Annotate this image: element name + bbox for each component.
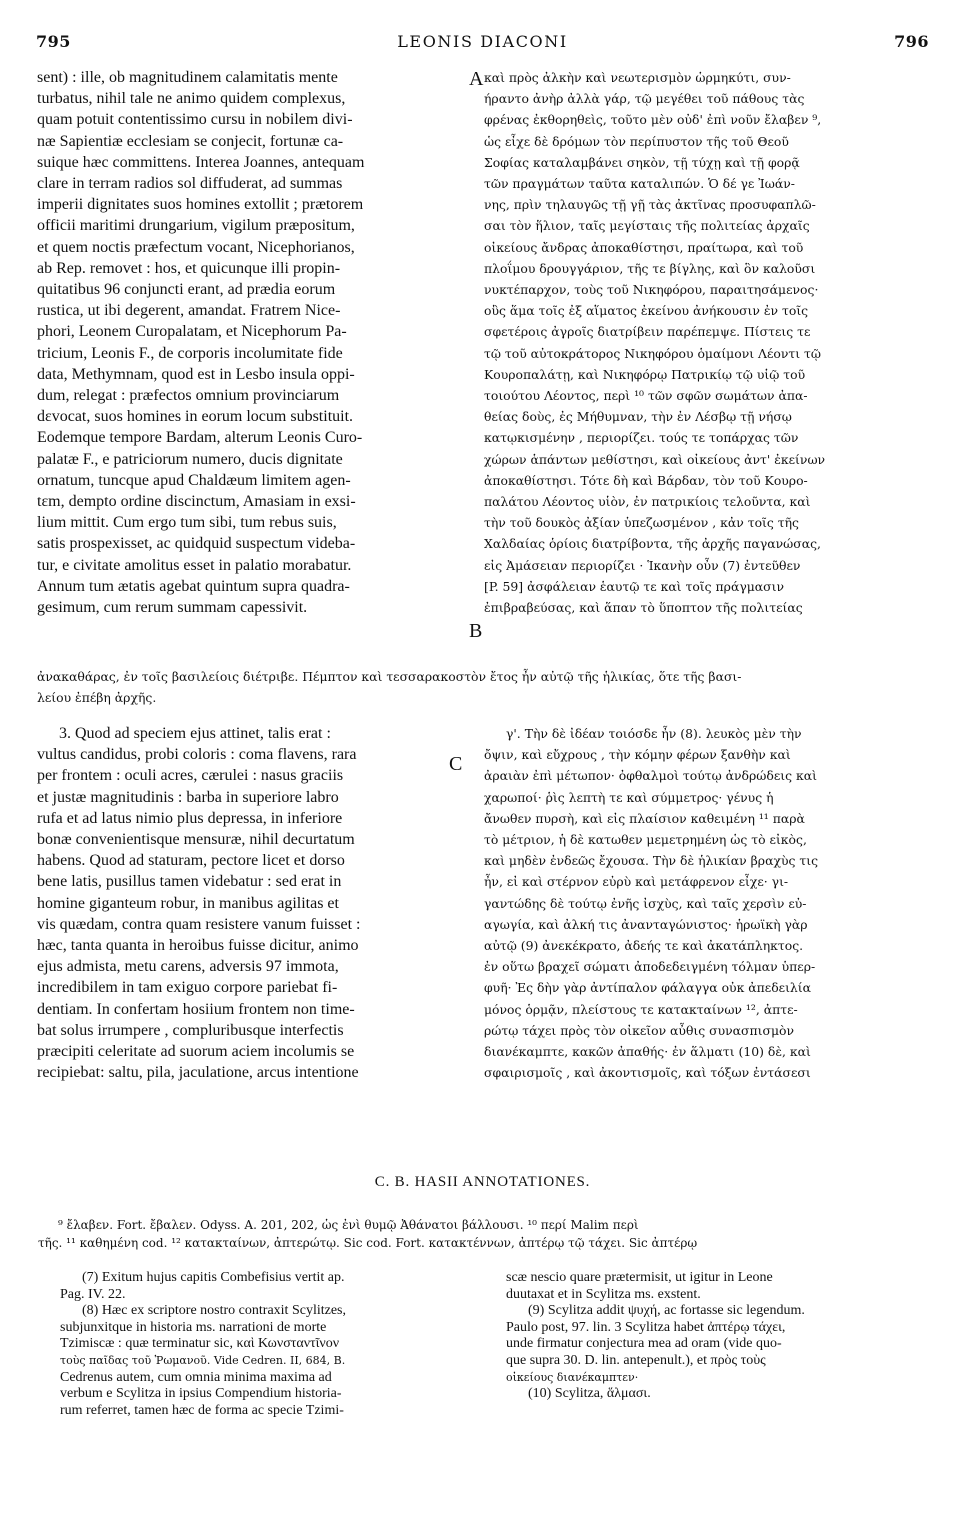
text-line: lium mittit. Cum ergo tum sibi, tum rebus suis, [37, 514, 337, 532]
text-line: phori, Leonem Curopalatam, et Nicephorum Pa- [37, 323, 347, 341]
note-line: (9) Scylitza addit ψυχή, ac fortasse sic legendum. [528, 1303, 805, 1319]
text-line: data, Methymnam, quod est in Lesbo insula oppi- [37, 365, 355, 383]
text-line: tεm, dempto ordine discinctum, Amasiam in exsi- [37, 493, 356, 511]
apparatus-line: ⁹ ἔλαβεν. Fort. ἔβαλεν. Odyss. A. 201, 202, ὡς ἐνὶ θυμῷ Ἀθάνατοι βάλλουσι. ¹⁰ περί Malim περὶ [58, 1218, 639, 1232]
note-line: τοὺς παῖδας τοῦ Ῥωμανοῦ. Vide Cedren. II, 684, B. [60, 1353, 346, 1367]
text-line: palatæ F., e patriciorum numero, ducis dignitate [37, 450, 343, 468]
text-line: Χαλδαίας ὁρίοις διατρίβοντα, τῆς ἀρχῆς παγανώσας, [484, 536, 821, 552]
note-line: unde firmatur conjectura mea ad oram (vide quo- [506, 1336, 782, 1352]
text-line: et justæ magnitudinis : barba in superiore labro [37, 788, 339, 806]
text-line: tur, e civitate amolitus esset in palatio morabatur. [37, 556, 352, 574]
text-line: νης, πρὶν τηλαυγῶς τῇ γῇ τὰς ἀκτῖνας προσυφαπλῶ- [484, 197, 816, 213]
text-line: suique hæc committens. Interea Joannes, antequam [37, 153, 365, 171]
text-line: incredibilem in tam exiguo corpore pariebat fi- [37, 979, 338, 997]
text-line: recipiebat: saltu, pila, jaculatione, arcus intentione [37, 1064, 359, 1082]
note-line: Pag. IV. 22. [60, 1286, 126, 1302]
text-line: παλάτου Λέοντος υἱὸν, ἐν πατρικίοις τελοῦντα, καὶ [484, 494, 811, 510]
text-line: ἄνωθεν πυρσὴ, καὶ εἰς πλαίσιον καθειμένη ¹¹ παρὰ [484, 810, 805, 826]
text-line: κατῳκισμένην , περιορίζει. τούς τε τοπάρχας τῶν [484, 430, 799, 446]
greek-column-2 [484, 723, 936, 1083]
text-line: αγωγία, καὶ ἀλκή τις ἀνανταγώνιστος· ἡρωϊκὴ γὰρ [484, 916, 808, 932]
text-line: quam potuit contentissimo cursu in nobilem divi- [37, 111, 353, 129]
text-line: habens. Quod ad staturam, pectore licet et dorso [37, 852, 345, 870]
greek-column-1 [484, 67, 936, 618]
text-line: dentiam. In confertam hosiium frontem non time- [37, 1000, 355, 1018]
text-line: gesimum, cum rerum summam capessivit. [37, 599, 308, 617]
text-line: ejus admista, metu carens, adversis 97 immota, [37, 958, 339, 976]
text-line: rufa et ad latus nimio plus depressa, in inferiore [37, 809, 343, 827]
text-line: officii maritimi drungarium, vigilum præpositum, [37, 217, 355, 235]
text-line: præcipiti celeritate ad suorum aciem incolumis se [37, 1043, 355, 1061]
text-line: ἀποκαθίστησι. Τότε δὴ καὶ Βάρδαν, τὸν τοῦ Κουρο- [484, 472, 808, 488]
text-line: φρένας ἐκθορηθεὶς, τοῦτο μὲν οὐδ' ἐπὶ νοῦν ἔλαβεν ⁹, [484, 112, 822, 128]
note-line: que supra 30. D. lin. antepenult.), et πρὸς τοὺς [506, 1352, 766, 1368]
latin-column-2 [37, 723, 467, 1083]
text-line: γ'. Τὴν δὲ ἰδέαν τοιόσδε ἦν (8). λευκὸς μὲν τὴν [506, 726, 802, 741]
annotations-heading: C. B. HASII ANNOTATIONES. [374, 1174, 591, 1190]
text-line: καὶ πρὸς ἀλκὴν καὶ νεωτερισμὸν ὡρμηκύτι, συν- [484, 70, 791, 85]
text-line: σφετέροις ἀγροῖς διατρίβειν παρέπεμψε. Πίστεις τε [484, 324, 811, 340]
text-line: dum, relegat : præfectos omnium provinciarum [37, 387, 340, 405]
note-line: scæ nescio quare prætermisit, ut igitur in Leone [506, 1270, 773, 1285]
latin-column-1 [37, 67, 467, 618]
text-line: dεvocat, suos homines in eorum locum substituit. [37, 408, 354, 426]
text-line: σφαιρισμοῖς , καὶ ἀκοντισμοῖς, καὶ τόξων ἐντάσεσι [484, 1065, 811, 1081]
text-line: σαι τὸν ἥλιον, ταῖς μεγίσταις τῆς πολιτείας ἀρχαῖς [484, 218, 810, 234]
running-title: LEONIS DIACONI [397, 32, 568, 51]
margin-letter-c: C [449, 753, 463, 775]
text-line: Σοφίας καταλαμβάνει σηκὸν, τῇ τύχῃ καὶ τῇ φορᾷ [484, 154, 800, 170]
text-line: τὸ μέτριον, ἡ δὲ κατωθεν μεμετρημένη ὡς τὸ εἰκὸς, [484, 832, 807, 848]
text-line: homine giganteum robur, in manibus agilitas et [37, 894, 339, 912]
text-line: εἰς Ἀμάσειαν περιορίζει · Ἱκανὴν οὖν (7) ἐντεῦθεν [484, 557, 801, 573]
text-line: αὐτῷ (9) ἀνεκέκρατο, ἀδεής τε καὶ ἀκατάπληκτος. [484, 938, 804, 954]
text-line: 3. Quod ad speciem ejus attinet, talis erat : [59, 725, 331, 742]
text-line: vis quædam, contra quam resistere vanum fuisset : [37, 915, 361, 933]
text-line: ἦν, εἰ καὶ στέρνον εὐρὺ καὶ μετάφρενον εἶχε· γι- [484, 874, 789, 890]
text-line: τῷ τοῦ αὐτοκράτορος Νικηφόρου ὁμαίμονι Λέοντι τῷ [484, 345, 821, 361]
text-line: θείας δοὺς, ἐς Μήθυμναν, τὴν ἐν Λέσβῳ τῇ νήσῳ [484, 409, 792, 425]
apparatus-line: τῆς. ¹¹ καθημένη cod. ¹² κατακταίνων, ἀπτερώτῳ. Sic cod. Fort. κατακτέννων, ἀπτέρῳ τῷ τάχει. Sic ἀπτέρῳ [38, 1236, 698, 1250]
note-line: (10) Scylitza, ἅλμασι. [528, 1386, 651, 1402]
greek-full-width-lines [37, 666, 932, 708]
text-line: ὡς εἶχε δὲ δρόμων τὸν περίπυστον τῆς τοῦ Θεοῦ [484, 133, 789, 149]
note-line: subjunxitque in historia ms. narrationi de morte [60, 1319, 327, 1335]
text-line: ἀραιὰν ἐπὶ μέτωπον· ὀφθαλμοὶ τούτῳ ἀνδρώδεις καὶ [484, 768, 817, 784]
text-line: Eodemque tempore Bardam, alterum Leonis Curo- [37, 429, 363, 447]
text-line: turbatus, nihil tale ne animo quidem complexus, [37, 90, 346, 108]
text-line: bat solus irrumpere , compluribusque interfectis [37, 1021, 344, 1039]
text-line: ρώτῳ τάχει πρὸς τὸν οἰκεῖον αὖθις συνασπισμὸν [484, 1022, 795, 1038]
text-line: ornatum, tuncque apud Chaldæum limitem agen- [37, 471, 351, 489]
text-line: Annum tum ætatis agebat quintum supra quadra- [37, 577, 350, 595]
text-line: χαρωποί· ῥὶς λεπτὴ τε καὶ σύμμετρος· γένυς ἡ [484, 789, 774, 805]
text-line: imperii dignitates suos homines extollit ; prætorem [37, 196, 364, 214]
note-line: Paulo post, 97. lin. 3 Scylitza habet ἀπτέρῳ τάχει, [506, 1319, 786, 1335]
text-line: [P. 59] ἀσφάλειαν ἑαυτῷ τε καὶ τοῖς πράγμασιν [484, 578, 784, 594]
text-line: ἐπιβραβεύσας, καὶ ἅπαν τὸ ὕποπτον τῆς πολιτείας [484, 600, 803, 616]
text-line: quitatibus 96 conjuncti erant, ad prædia eorum [37, 281, 336, 299]
text-line: ήραντο ἀνὴρ ἀλλὰ γάρ, τῷ μεγέθει τοῦ πάθους τὰς [484, 91, 805, 107]
notes-right-column [506, 1270, 936, 1403]
text-line: χώρων ἁπάντων μεθίστησι, καὶ οἰκείους ἀντ' ἐκείνων [484, 451, 826, 467]
text-line: τῶν πραγμάτων ταῦτα καταλιπών. Ὁ δέ γε Ἰωάν- [484, 176, 795, 192]
text-line: τοιούτου Λέοντος, περὶ ¹⁰ τῶν σφῶν σωμάτων ἀπα- [484, 388, 808, 404]
text-line: ἀνακαθάρας, ἐν τοῖς βασιλείοις διέτριβε. Πέμπτον καὶ τεσσαρακοστὸν ἔτος ἦν αὐτῷ τῆς ἡλικίας, ὅτε τῆς βασι- [37, 669, 742, 684]
text-line: per frontem : oculi acres, cærulei : nasus graciis [37, 767, 344, 785]
running-header [36, 32, 929, 56]
text-line: τὴν τοῦ δουκὸς ἀξίαν ὑπεζωσμένον , κἀν τοῖς τῆς [484, 515, 799, 531]
critical-apparatus [38, 1216, 930, 1252]
text-line: καὶ μηδὲν ἐνδεῶς ἔχουσα. Τὴν δὲ ἡλικίαν βραχὺς τις [484, 853, 819, 869]
text-line: λείου ἐπέβη ἀρχῆς. [37, 690, 157, 706]
note-line: rum referret, tamen hæc de forma ac specie Tzimi- [60, 1402, 344, 1418]
text-line: satis prospexisset, ac quidquid suspectum videba- [37, 535, 356, 553]
text-line: rustica, ut ibi degerent, amandat. Fratrem Nice- [37, 302, 341, 320]
text-line: οὓς ἅμα τοῖς ἐξ αἵματος ἐκείνου ἀνήκουσιν ἐν τοῖς [484, 303, 809, 319]
note-line: Cedrenus autem, cum omnia minima maxima ad [60, 1369, 332, 1385]
text-line: ab Rep. removet : hos, et quicunque illi propin- [37, 259, 341, 277]
notes-left-column [60, 1270, 480, 1419]
text-line: νυκτέπαρχον, τοὺς τοῦ Νικηφόρου, παραιτησάμενος· [484, 282, 819, 298]
margin-letter-b: B [469, 620, 483, 642]
note-line: (8) Hæc ex scriptore nostro contraxit Scylitzes, [82, 1303, 346, 1319]
text-line: vultus candidus, probi coloris : coma flavens, rara [37, 746, 357, 764]
margin-letter-a: A [469, 68, 484, 90]
text-line: clare in terram radios sol diffuderat, ad summas [37, 175, 343, 193]
text-line: tricium, Leonis F., de corporis incolumitate fide [37, 344, 343, 362]
text-line: διανέκαμπτε, κακῶν ἀπαθής· ἐν ἅλματι (10) δὲ, καὶ [484, 1044, 811, 1060]
note-line: Tzimiscæ : quæ terminatur sic, καὶ Κωνσταντῖνον [60, 1336, 340, 1352]
text-line: sent) : ille, ob magnitudinem calamitatis mente [37, 69, 338, 86]
note-line: οἰκείους διανέκαμπτεν· [506, 1370, 639, 1384]
text-line: et quem noctis præfectum vocant, Nicephorianos, [37, 238, 355, 256]
text-line: bonæ convenientisque mensuræ, nihil decurtatum [37, 831, 355, 849]
text-line: μόνος ὁρμᾷν, πλείστους τε κατακταίνων ¹², ἀπτε- [484, 1001, 798, 1017]
text-line: φυῆ· Ἐς δὴν γὰρ ἀντίπαλον φάλαγγα οὐκ ἀπεδειλία [484, 980, 812, 996]
text-line: bene latis, pusillus tamen videbatur : sed erat in [37, 873, 342, 891]
page-number-left: 795 [36, 32, 71, 51]
text-line: πλοΐμου δρουγγάριον, τῆς τε βίγλης, καὶ ὃν καλοῦσι [484, 260, 816, 276]
text-line: γαντώδης δὲ τούτῳ ἐνῆς ἰσχὺς, καὶ ταῖς χερσὶν εὐ- [484, 895, 807, 911]
note-line: verbum e Scylitza in ipsius Compendium historia- [60, 1386, 342, 1402]
text-line: Κουροπαλάτῃ, καὶ Νικηφόρῳ Πατρικίῳ τῷ υἱῷ τοῦ [484, 366, 806, 382]
page-number-right: 796 [894, 32, 929, 51]
text-line: ὄψιν, καὶ εὔχρους , τὴν κόμην φέρων ξανθὴν καὶ [484, 747, 791, 763]
text-line: næ Sapientiæ ecclesiam se conjecit, fortunæ ca- [37, 132, 344, 150]
text-line: hæc, tanta quanta in heroibus fuisse dicitur, animo [37, 937, 359, 955]
text-line: ἐν οὕτω βραχεῖ σώματι ἀποδεδειγμένη τόλμαν ὑπερ- [484, 959, 816, 975]
note-line: (7) Exitum hujus capitis Combefisius vertit ap. [82, 1270, 345, 1285]
text-line: οἰκείους ἄνδρας ἀποκαθίστησι, πραίτωρα, καὶ τοῦ [484, 239, 804, 255]
note-line: duutaxat et in Scylitza ms. exstent. [506, 1286, 701, 1302]
